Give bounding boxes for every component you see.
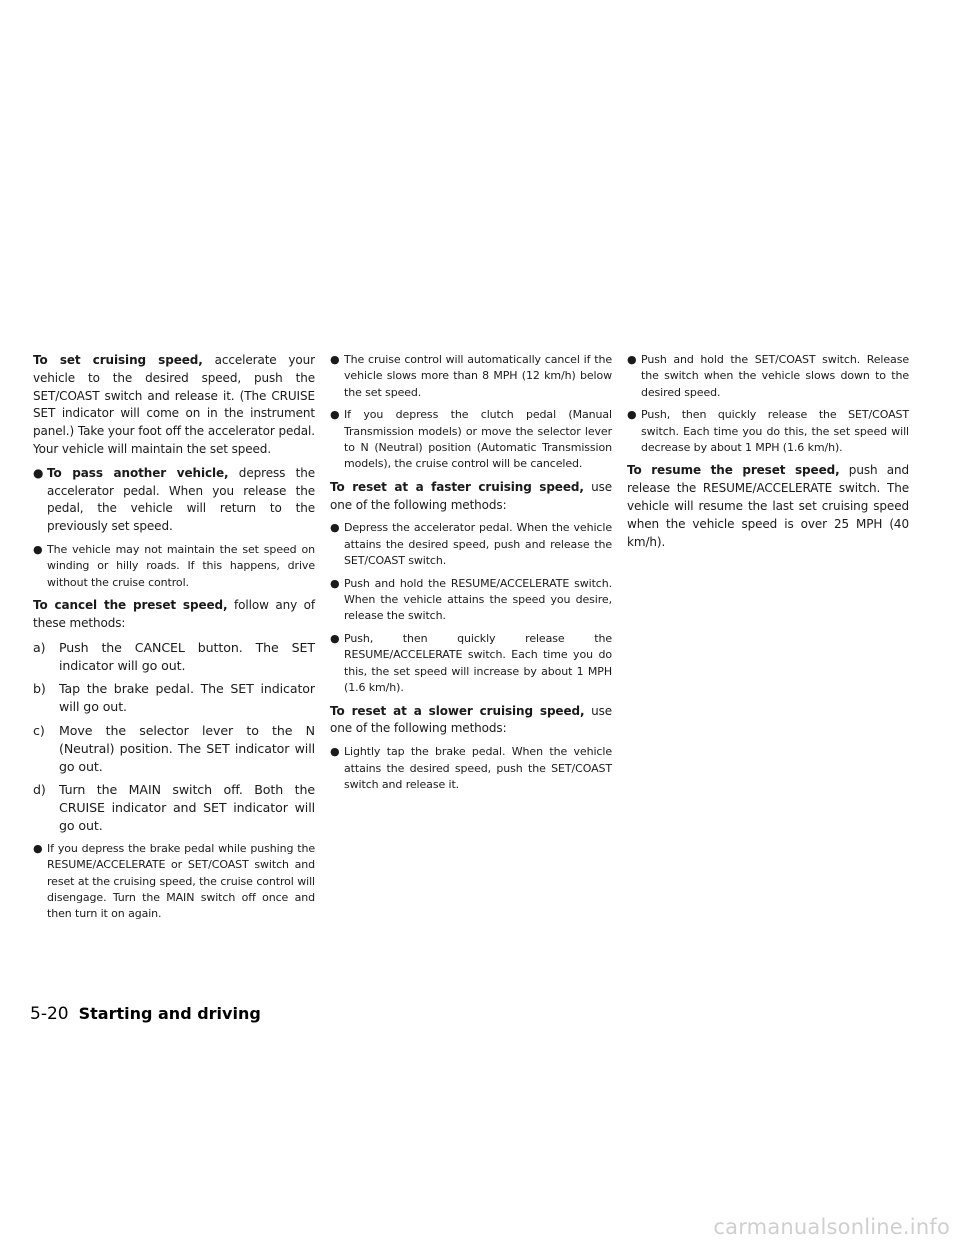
column-1 [33,352,315,929]
bullet-icon: ● [627,353,637,366]
lead-text: To reset at a faster cruising speed, [330,479,584,494]
bullet-auto-cancel: ● The cruise control will automatically cancel if the vehicle slows more than 8 MPH (12 km/h) below the set speed. [330,353,612,399]
bullet-quick-set-coast: ● Push, then quickly release the SET/COAST switch. Each time you do this, the set speed will decrease by about 1 MPH (1.6 km/h). [627,408,909,455]
column-3 [627,352,909,557]
paragraph-resume-preset: To resume the preset speed, push and release the RESUME/ACCELERATE switch. The vehicle will resume the last set cruising speed when the vehicle speed is over 25 MPH (40 km/h). [627,463,909,549]
page-number: 5-20 [30,1004,69,1024]
paragraph-cancel-preset-speed: To cancel the preset speed, follow any of these methods: [33,598,315,630]
paragraph-reset-slower: To reset at a slower cruising speed, use one of the following methods: [330,703,613,736]
watermark: carmanualsonline.info [713,1215,950,1239]
bullet-hold-resume: ● Push and hold the RESUME/ACCELERATE switch. When the vehicle attains the speed you desire, release the switch. [330,576,612,623]
lead-text: To set cruising speed, [33,353,203,367]
bullet-quick-resume: ● Push, then quickly release the RESUME/ACCELERATE switch. Each time you do this, the set speed will increase by about 1 MPH (1.6 km/h). [330,631,612,695]
page-footer [30,1004,261,1024]
bullet-icon: ● [330,408,340,422]
bullet-icon: ● [330,576,340,590]
bullet-pass-vehicle: ● To pass another vehicle, depress the accelerator pedal. When you release the pedal, the vehicle will return to the previously set speed. [33,465,315,534]
section-title: Starting and driving [78,1004,261,1023]
bullet-icon: ● [627,408,637,422]
bullet-icon: ● [330,745,340,759]
bullet-icon: ● [330,631,340,645]
lead-text: To cancel the preset speed, [33,598,228,613]
lead-text: To resume the preset speed, [627,463,840,478]
paragraph-reset-faster: To reset at a faster cruising speed, use one of the following methods: [330,479,613,512]
list-item-b: b) Tap the brake pedal. The SET indicator will go out. [33,681,315,715]
bullet-tap-brake: ● Lightly tap the brake pedal. When the vehicle attains the desired speed, push the SET/COAST switch and release it. [330,745,612,791]
list-item-d: d) Turn the MAIN switch off. Both the CRUISE indicator and SET indicator will go out. [33,782,315,833]
paragraph-set-cruising-speed: To set cruising speed, accelerate your vehicle to the desired speed, push the SET/COAST switch and release it. (The CRUISE SET indicator will come on in the instrument panel.) Take your foot off the accelerator pedal. Your vehicle will maintain the set speed. [33,353,315,456]
lead-text: To reset at a slower cruising speed, [330,703,585,718]
bullet-icon: ● [33,841,43,855]
list-item-c: c) Move the selector lever to the N (Neutral) position. The SET indicator will go out. [33,722,315,774]
bullet-brake-while-pushing: ● If you depress the brake pedal while pushing the RESUME/ACCELERATE or SET/COAST switch and reset at the cruising speed, the cruise control will disengage. Turn the MAIN switch off once and then turn it on again. [33,841,315,921]
bullet-icon: ● [330,353,340,366]
bullet-hold-set-coast: ● Push and hold the SET/COAST switch. Release the switch when the vehicle slows down to the desired speed. [627,353,909,399]
bullet-icon: ● [33,542,43,556]
bullet-depress-accelerator: ● Depress the accelerator pedal. When the vehicle attains the desired speed, push and release the SET/COAST switch. [330,521,612,568]
bullet-icon: ● [330,521,340,535]
column-2 [330,352,612,799]
bullet-winding-roads: ● The vehicle may not maintain the set speed on winding or hilly roads. If this happens, drive without the cruise control. [33,542,315,589]
bullet-clutch-pedal: ● If you depress the clutch pedal (Manual Transmission models) or move the selector lever to N (Neutral) position (Automatic Transmission models), the cruise control will be canceled. [330,408,612,471]
list-item-a: a) Push the CANCEL button. The SET indicator will go out. [33,639,315,673]
bullet-icon: ● [33,465,44,480]
